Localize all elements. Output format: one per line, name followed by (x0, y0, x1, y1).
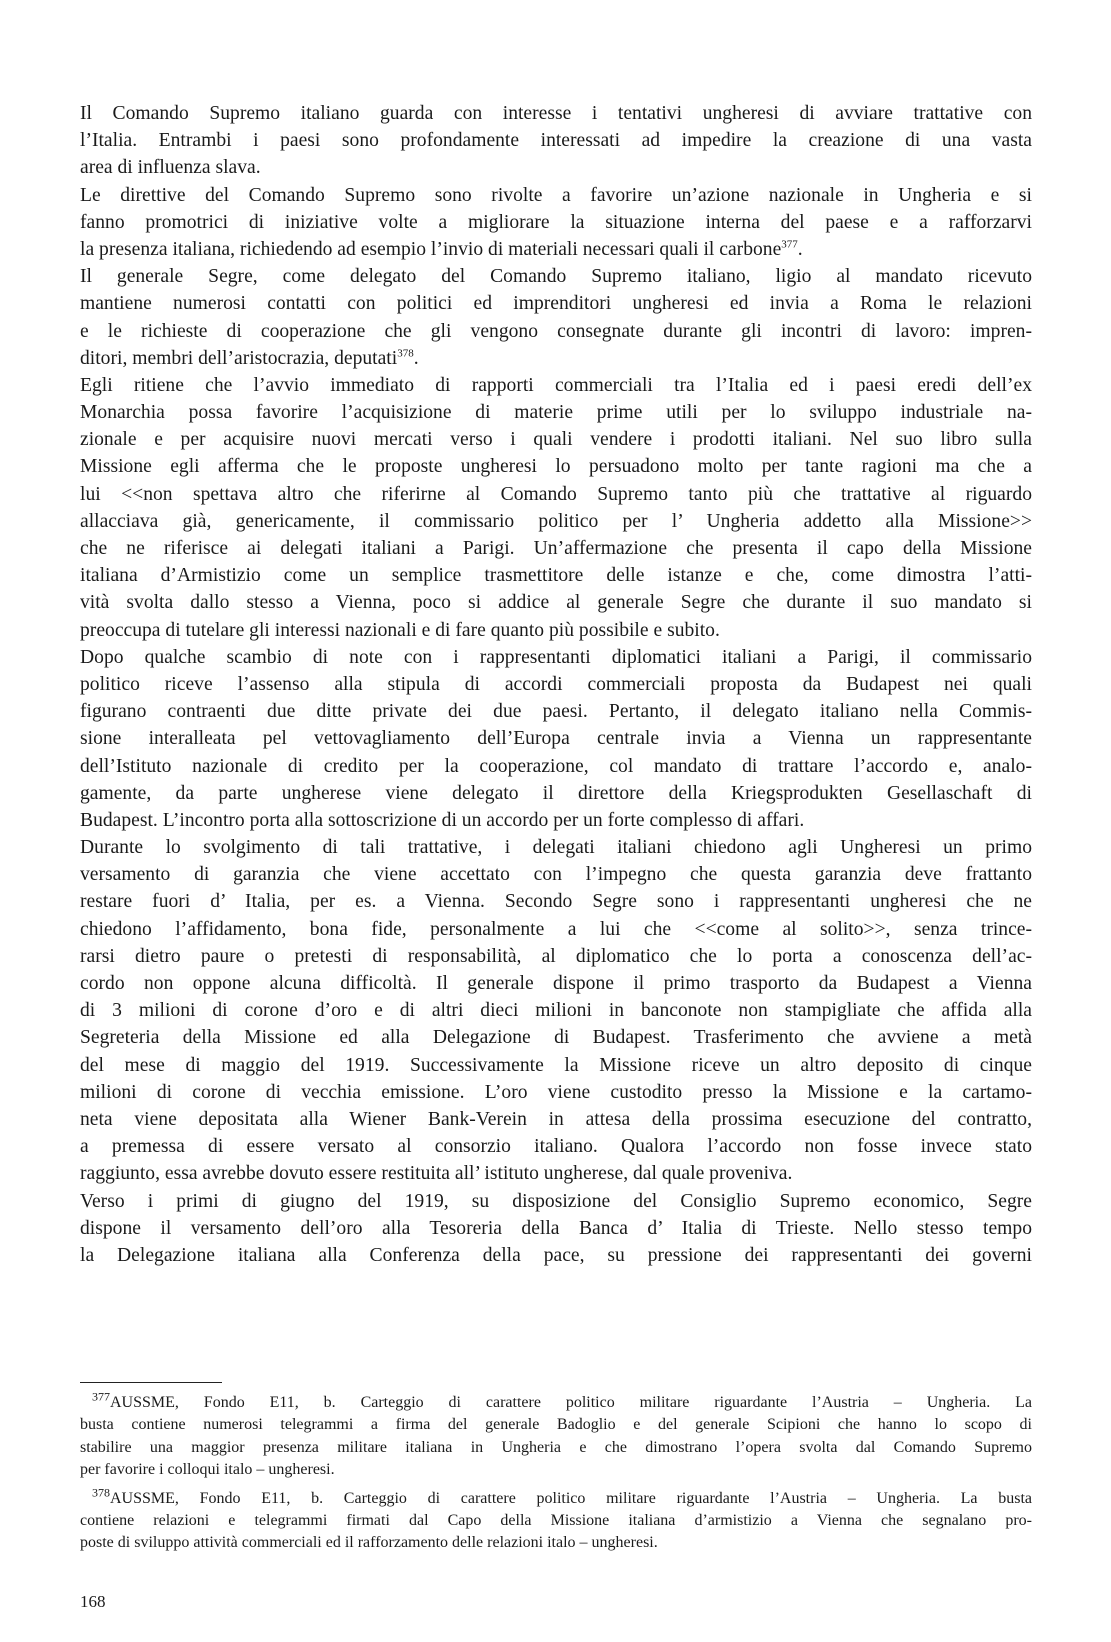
text-line: che ne riferisce ai delegati italiani a Parigi. Un’affermazione che presenta il capo della Missione (80, 538, 1032, 559)
text-line: e le richieste di cooperazione che gli vengono consegnate durante gli incontri di lavoro: impren- (80, 320, 1032, 342)
text-line: lui <<non spettava altro che riferirne al Comando Supremo tanto più che trattative al riguardo (80, 483, 1032, 505)
text-line: Budapest. L’incontro porta alla sottoscrizione di un accordo per un forte complesso di affari. (80, 809, 805, 831)
text-line: Egli ritiene che l’avvio immediato di rapporti commerciali tra l’Italia ed i paesi eredi dell’ex (80, 374, 1032, 396)
text-line: neta viene depositata alla Wiener Bank-Verein in attesa della prossima esecuzione del contratto, (80, 1108, 1032, 1130)
text-line: dispone il versamento dell’oro alla Tesoreria della Banca d’ Italia di Trieste. Nello stesso tempo (80, 1217, 1032, 1239)
footnote-reference: 378 (397, 347, 414, 360)
text-line: allacciava già, genericamente, il commissario politico per l’ Ungheria addetto alla Missione>> (80, 510, 1032, 532)
text-line: gamente, da parte ungherese viene delegato il direttore della Kriegsprodukten Gesellaschaft di (80, 782, 1032, 804)
text-line: ditori, membri dell’aristocrazia, deputati$^{378}$. (80, 347, 419, 369)
text-line: Missione egli afferma che le proposte ungheresi lo persuadono molto per tante ragioni ma che a (80, 456, 1032, 478)
text-line: la presenza italiana, richiedendo ad esempio l’invio di materiali necessari quali il carbone$^{377}$. (80, 238, 803, 260)
text-line: milioni di corone di vecchia emissione. L’oro viene custodito presso la Missione e la cartamo- (80, 1081, 1032, 1103)
footnote-378 (80, 1488, 1032, 1555)
text-line: di 3 milioni di corone d’oro e di altri dieci milioni in banconote non stampigliate che affida alla (80, 1000, 1032, 1022)
text-line: dell’Istituto nazionale di credito per la cooperazione, col mandato di trattare l’accordo e, analo- (80, 755, 1032, 777)
footnote-number: 377 (92, 1392, 110, 1404)
text-line: figurano contraenti due ditte private dei due paesi. Pertanto, il delegato italiano nella Commis- (80, 701, 1032, 723)
text-line: versamento di garanzia che viene accettato con l’impegno che questa garanzia deve frattanto (80, 864, 1032, 886)
text-line: area di influenza slava. (80, 157, 261, 179)
text-line: restare fuori d’ Italia, per es. a Vienna. Secondo Segre sono i rappresentanti ungheresi che ne (80, 891, 1032, 913)
text-line: italiana d’Armistizio come un semplice trasmettitore delle istanze e che, come dimostra l’atti- (80, 565, 1032, 587)
footnote-line: per favorire i colloqui italo – ungheresi. (80, 1461, 335, 1479)
text-line: politico riceve l’assenso alla stipula di accordi commerciali proposta da Budapest nei quali (80, 673, 1032, 695)
text-line: la Delegazione italiana alla Conferenza della pace, su pressione dei rappresentanti dei governi (80, 1244, 1032, 1266)
footnote-reference: 377 (781, 238, 798, 251)
footnote-377 (80, 1392, 1032, 1482)
text-line: Monarchia possa favorire l’acquisizione di materie prime utili per lo sviluppo industriale na- (80, 402, 1032, 424)
text-line: Il Comando Supremo italiano guarda con interesse i tentativi ungheresi di avviare trattative con (80, 103, 1032, 124)
footnote-separator (80, 1382, 222, 1383)
footnote-line: stabilire una maggior presenza militare italiana in Ungheria e che dimostrano l’opera svolta dal Comando Supremo (80, 1438, 1032, 1456)
footnote-line: contiene relazioni e telegrammi firmati dal Capo della Missione italiana d’armistizio a Vienna che segnalano pro- (80, 1511, 1032, 1529)
text-line: raggiunto, essa avrebbe dovuto essere restituita all’ istituto ungherese, dal quale proveniva. (80, 1163, 793, 1185)
text-line: cordo non oppone alcuna difficoltà. Il generale dispone il primo trasporto da Budapest a Vienna (80, 973, 1032, 994)
text-line: vità svolta dallo stesso a Vienna, poco si addice al generale Segre che durante il suo mandato si (80, 592, 1032, 614)
footnote-line: $^{377}$AUSSME, Fondo E11, b. Carteggio di carattere politico militare riguardante l’Austria – Ungheria. La (80, 1392, 1032, 1414)
text-line: del mese di maggio del 1919. Successivamente la Missione riceve un altro deposito di cinque (80, 1054, 1032, 1076)
text-line: Segreteria della Missione ed alla Delegazione di Budapest. Trasferimento che avviene a metà (80, 1027, 1032, 1049)
footnotes (80, 1392, 1032, 1555)
footnote-line: poste di sviluppo attività commerciali ed il rafforzamento delle relazioni italo – ungheresi. (80, 1534, 658, 1552)
text-line: Dopo qualche scambio di note con i rappresentanti diplomatici italiani a Parigi, il commissario (80, 646, 1032, 668)
footnote-line: $^{378}$AUSSME, Fondo E11, b. Carteggio di carattere politico militare riguardante l’Austria – Ungheria. La busta (80, 1488, 1032, 1510)
text-line: a premessa di essere versato al consorzio italiano. Qualora l’accordo non fosse invece stato (80, 1136, 1032, 1158)
text-line: chiedono l’affidamento, bona fide, personalmente a lui che <<come al solito>>, senza trince- (80, 918, 1032, 940)
text-line: rarsi dietro paure o pretesti di responsabilità, al diplomatico che lo porta a conoscenza dell’ac- (80, 945, 1032, 967)
text-line: mantiene numerosi contatti con politici ed imprenditori ungheresi ed invia a Roma le relazioni (80, 293, 1032, 315)
text-line: Le direttive del Comando Supremo sono rivolte a favorire un’azione nazionale in Ungheria e si (80, 184, 1032, 206)
page-number: 168 (80, 1592, 106, 1611)
text-line: Durante lo svolgimento di tali trattative, i delegati italiani chiedono agli Ungheresi un primo (80, 837, 1032, 859)
body-text (80, 100, 1032, 1269)
text-line: sione interalleata pel vettovagliamento dell’Europa centrale invia a Vienna un rappresentante (80, 728, 1032, 750)
text-line: zionale e per acquisire nuovi mercati verso i quali vendere i prodotti italiani. Nel suo libro sulla (80, 429, 1032, 451)
footnote-number: 378 (92, 1487, 110, 1500)
text-line: Verso i primi di giugno del 1919, su disposizione del Consiglio Supremo economico, Segre (80, 1190, 1032, 1212)
footnote-line: busta contiene numerosi telegrammi a firma del generale Badoglio e del generale Scipioni che hanno lo scopo di (80, 1416, 1032, 1434)
text-line: Il generale Segre, come delegato del Comando Supremo italiano, ligio al mandato ricevuto (80, 266, 1032, 288)
text-line: preoccupa di tutelare gli interessi nazionali e di fare quanto più possibile e subito. (80, 619, 720, 641)
text-line: l’Italia. Entrambi i paesi sono profondamente interessati ad impedire la creazione di una vasta (80, 130, 1032, 152)
text-line: fanno promotrici di iniziative volte a migliorare la situazione interna del paese e a rafforzarvi (80, 211, 1032, 233)
